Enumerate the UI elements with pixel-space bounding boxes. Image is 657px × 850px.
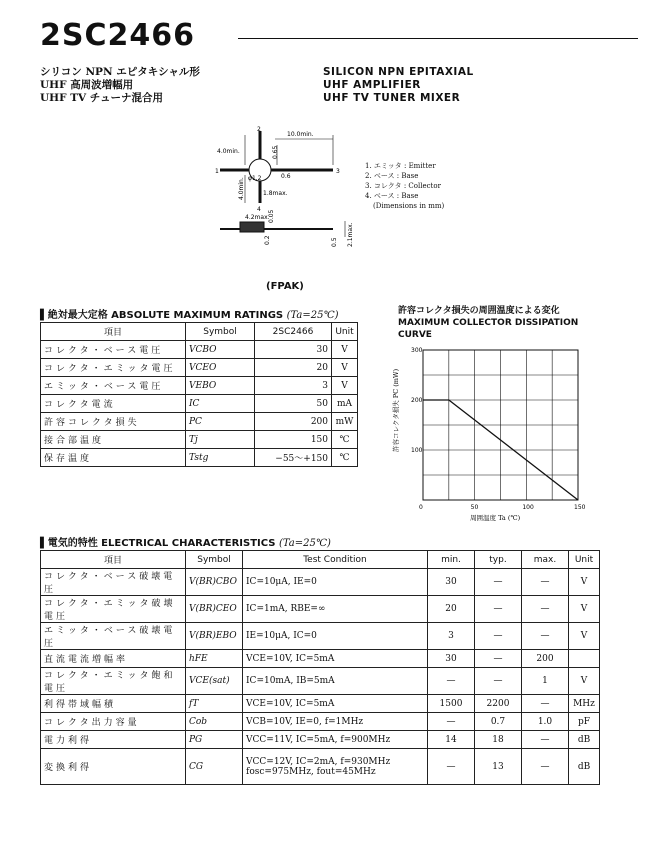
table-row: 電力利得 PG VCC=11V, IC=5mA, f=900MHz 14 18 — dB: [41, 731, 600, 749]
col-header: Unit: [569, 551, 600, 569]
package-name: (FPAK): [266, 281, 304, 292]
table-row: 直流電流増幅率 hFE VCE=10V, IC=5mA 30 — 200: [41, 650, 600, 668]
abs-max-heading-text: 絶対最大定格 ABSOLUTE MAXIMUM RATINGS: [47, 310, 284, 321]
en-line-2: UHF AMPLIFIER: [323, 79, 421, 91]
table-row: 保存温度 Tstg −55〜+150 ℃: [41, 449, 358, 467]
dim-label: 0.5: [331, 237, 338, 247]
x-tick-label: 150: [574, 504, 586, 511]
table-header-row: [41, 323, 358, 341]
dissipation-chart: [390, 342, 600, 532]
col-header: 項目: [41, 323, 186, 341]
pin-1-label: 1. エミッタ : Emitter: [365, 162, 436, 170]
dim-label: 4.0min.: [217, 148, 240, 155]
col-header: typ.: [475, 551, 522, 569]
x-tick-label: 50: [470, 504, 479, 511]
en-line-3: UHF TV TUNER MIXER: [323, 92, 461, 104]
pin-legend: [365, 161, 444, 211]
table-row: 許容コレクタ損失 PC 200 mW: [41, 413, 358, 431]
table-header-row: [41, 551, 600, 569]
dim-label: 0.6: [281, 173, 291, 180]
elec-heading-text: 電気的特性 ELECTRICAL CHARACTERISTICS: [47, 538, 276, 549]
table-row: 接合部温度 Tj 150 ℃: [41, 431, 358, 449]
col-header: min.: [428, 551, 475, 569]
chart-title-en-2: CURVE: [398, 330, 432, 340]
part-number-title: 2SC2466: [40, 18, 195, 53]
pin-3-label: 3. コレクタ : Collector: [365, 182, 441, 190]
y-tick-label: 200: [411, 397, 423, 404]
table-row: エミッタ・ベース破壊電圧 V(BR)EBO IE=10μA, IC=0 3 — — V: [41, 623, 600, 650]
table-row: 変換利得 CG VCC=12V, IC=2mA, f=930MHz fosc=975MHz, fout=45MHz — 13 — dB: [41, 749, 600, 785]
elec-heading: ▌電気的特性 ELECTRICAL CHARACTERISTICS (Ta=25℃): [40, 538, 331, 549]
table-row: コレクタ・ベース破壊電圧 V(BR)CBO IC=10μA, IE=0 30 — — V: [41, 569, 600, 596]
abs-max-heading: ▌絶対最大定格 ABSOLUTE MAXIMUM RATINGS (Ta=25℃): [40, 310, 339, 321]
pin-2-label: 2. ベース : Base: [365, 172, 419, 180]
jp-line-3: UHF TV チューナ混合用: [40, 92, 163, 104]
table-row: コレクタ出力容量 Cob VCB=10V, IE=0, f=1MHz — 0.7 1.0 pF: [41, 713, 600, 731]
table-row: コレクタ電流 IC 50 mA: [41, 395, 358, 413]
pin-number: 3: [336, 168, 340, 175]
pin-number: 2: [257, 126, 261, 133]
table-row: 利得帯域幅積 fT VCE=10V, IC=5mA 1500 2200 — MHz: [41, 695, 600, 713]
table-row: コレクタ・エミッタ破壊電圧 V(BR)CEO IC=1mA, RBE=∞ 20 — — V: [41, 596, 600, 623]
table-row: コレクタ・エミッタ電圧 VCEO 20 V: [41, 359, 358, 377]
dim-label: φ1.2: [248, 175, 262, 182]
y-tick-label: 100: [411, 447, 423, 454]
pin-4-label: 4. ベース : Base: [365, 192, 419, 200]
en-line-1: SILICON NPN EPITAXIAL: [323, 66, 474, 78]
jp-description: [40, 66, 200, 105]
chart-heading: [398, 305, 578, 341]
dim-label: 4.2max.: [245, 214, 270, 221]
dim-label: 2.1max.: [347, 222, 354, 247]
jp-line-2: UHF 高周波増幅用: [40, 79, 134, 91]
col-header: 2SC2466: [255, 323, 332, 341]
col-header: Symbol: [186, 323, 255, 341]
col-header: Unit: [332, 323, 358, 341]
title-rule: [238, 38, 638, 39]
dimensions-note: (Dimensions in mm): [373, 202, 445, 210]
abs-max-table: [40, 322, 358, 467]
dim-label: 0.2: [264, 235, 271, 245]
y-tick-label: 300: [411, 347, 423, 354]
table-row: エミッタ・ベース電圧 VEBO 3 V: [41, 377, 358, 395]
pin-number: 1: [215, 168, 219, 175]
table-row: コレクタ・エミッタ飽和電圧 VCE(sat) IC=10mA, IB=5mA — — 1 V: [41, 668, 600, 695]
x-tick-label: 0: [419, 504, 423, 511]
cg-condition-cell: VCC=12V, IC=2mA, f=930MHz fosc=975MHz, fout=45MHz: [243, 749, 428, 785]
col-header: Test Condition: [243, 551, 428, 569]
col-header: max.: [522, 551, 569, 569]
table-row: コレクタ・ベース電圧 VCBO 30 V: [41, 341, 358, 359]
jp-line-1: シリコン NPN エピタキシャル形: [40, 66, 200, 78]
elec-condition: (Ta=25℃): [279, 538, 331, 549]
dim-label: 1.8max.: [263, 190, 288, 197]
pin-number: 4: [257, 206, 261, 213]
package-outline-drawing: [215, 125, 365, 255]
chart-title-jp: 許容コレクタ損失の周囲温度による変化: [398, 306, 560, 316]
col-header: Symbol: [186, 551, 243, 569]
dim-label: 0.65: [272, 145, 279, 159]
dim-label: 10.0min.: [287, 131, 314, 138]
package-body-side: [240, 222, 264, 232]
dim-label: 4.0min.: [238, 177, 245, 200]
col-header: 項目: [41, 551, 186, 569]
chart-ylabel: 許容コレクタ損失 PC (mW): [392, 368, 400, 452]
x-tick-label: 100: [522, 504, 534, 511]
en-description: [323, 66, 474, 105]
dim-label: 0.05: [268, 209, 275, 223]
abs-max-condition: (Ta=25℃): [286, 310, 339, 321]
chart-xlabel: 周囲温度 Ta (℃): [470, 514, 521, 522]
elec-table: [40, 550, 600, 785]
chart-title-en-1: MAXIMUM COLLECTOR DISSIPATION: [398, 318, 579, 328]
